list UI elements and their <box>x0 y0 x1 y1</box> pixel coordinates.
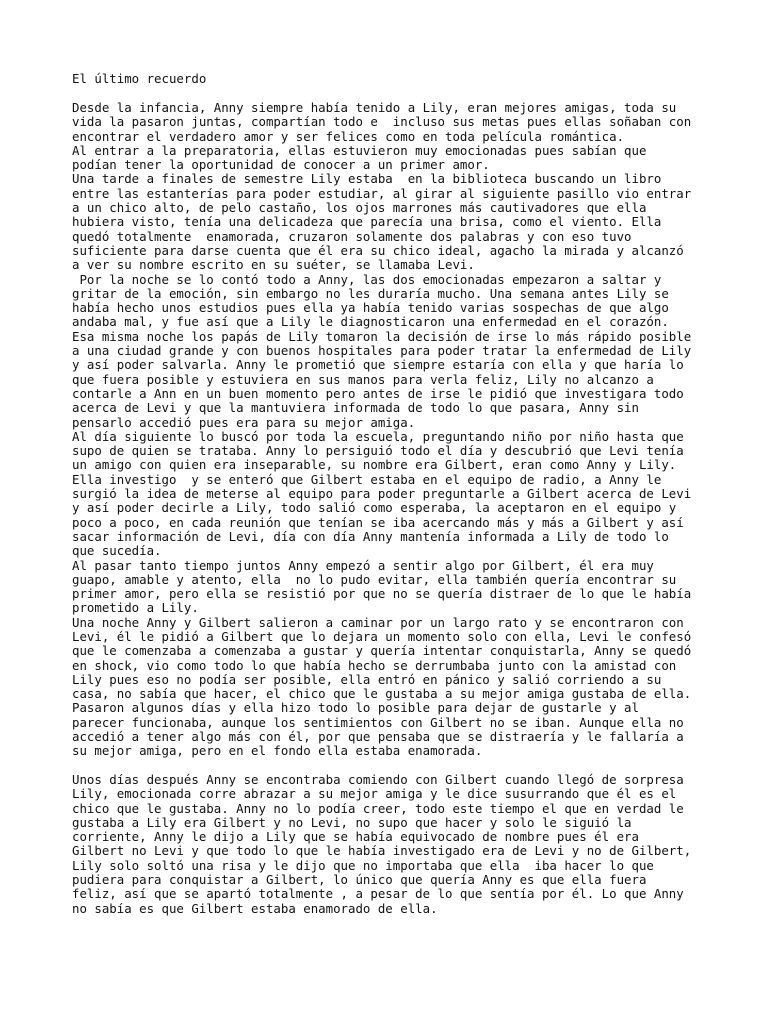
text-line: supo de quien se trataba. Anny lo persiguió todo el día y descubrió que Levi tenía <box>72 443 684 459</box>
document-body <box>72 101 712 916</box>
text-line: y así poder decirle a Lily, todo salió como esperaba, la aceptaron en el equipo y <box>72 500 677 516</box>
text-line: y así poder salvarla. Anny le prometió que siempre estaría con ella y que haría lo <box>72 357 684 373</box>
text-line: accedió a tener algo más con él, por que pensaba que se distraería y le fallaría a <box>72 729 684 745</box>
text-line: un amigo con quien era inseparable, su nombre era Gilbert, eran como Anny y Lily. <box>72 457 677 473</box>
text-line: contarle a Ann en un buen momento pero antes de irse le pidió que investigara todo <box>72 385 684 401</box>
text-line: a ver su nombre escrito en su suéter, se llamaba Levi. <box>72 257 475 273</box>
text-line: parecer funcionaba, aunque los sentimientos con Gilbert no se iban. Aunque ella no <box>72 714 684 730</box>
text-line: Al entrar a la preparatoria, ellas estuvieron muy emocionadas pues sabían que <box>72 142 647 158</box>
text-line: hubiera visto, tenía una delicadeza que parecía una brisa, como el viento. Ella <box>72 214 662 230</box>
text-line: Al pasar tanto tiempo juntos Anny empezó a sentir algo por Gilbert, él era muy <box>72 557 654 573</box>
text-line: casa, no sabía que hacer, el chico que le gustaba a su mejor amiga gustaba de ella. <box>72 686 692 702</box>
text-line: que fuera posible y estuviera en sus manos para verla feliz, Lily no alcanzo a <box>72 371 654 387</box>
document-title: El último recuerdo <box>72 71 207 86</box>
text-line: pudiera para conquistar a Gilbert, lo único que quería Anny es que ella fuera <box>72 872 647 888</box>
text-line: no sabía es que Gilbert estaba enamorado de ella. <box>72 900 438 916</box>
text-line: quedó totalmente enamorada, cruzaron solamente dos palabras y con eso tuvo <box>72 228 632 244</box>
text-line: feliz, así que se apartó totalmente , a pesar de lo que sentía por él. Lo que Anny <box>72 886 684 902</box>
text-line: chico que le gustaba. Anny no lo podía creer, todo este tiempo el que en verdad le <box>72 800 684 816</box>
text-line: su mejor amiga, pero en el fondo ella estaba enamorada. <box>72 743 483 759</box>
text-line: Esa misma noche los papás de Lily tomaron la decisión de irse lo más rápido posible <box>72 328 692 344</box>
text-line: a una ciudad grande y con buenos hospitales para poder tratar la enfermedad de Lily <box>72 343 692 359</box>
text-line: podían tener la oportunidad de conocer a un primer amor. <box>72 157 490 173</box>
text-line: suficiente para darse cuenta que él era su chico ideal, agacho la mirada y alcanzó <box>72 242 684 258</box>
text-line: que sucedía. <box>72 543 162 559</box>
text-line: Gilbert no Levi y que todo lo que le había investigado era de Levi y no de Gilbert, <box>72 843 692 859</box>
text-line: Una noche Anny y Gilbert salieron a caminar por un largo rato y se encontraron con <box>72 614 684 630</box>
text-line: Al día siguiente lo buscó por toda la escuela, preguntando niño por niño hasta que <box>72 428 684 444</box>
text-line: surgió la idea de meterse al equipo para poder preguntarle a Gilbert acerca de Levi <box>72 486 692 502</box>
text-line: Lily, emocionada corre abrazar a su mejor amiga y le dice susurrando que él es el <box>72 786 677 802</box>
text-line: sacar información de Levi, día con día Anny mantenía informada a Lily de todo lo <box>72 528 669 544</box>
text-line: vida la pasaron juntas, compartían todo e incluso sus metas pues ellas soñaban con <box>72 114 692 130</box>
text-line: Una tarde a finales de semestre Lily estaba en la biblioteca buscando un libro <box>72 171 662 187</box>
text-line: andaba mal, y fue así que a Lily le diagnosticaron una enfermedad en el corazón. <box>72 314 669 330</box>
text-line: Unos días después Anny se encontraba comiendo con Gilbert cuando llegó de sorpresa <box>72 771 684 787</box>
text-line: Ella investigo y se enteró que Gilbert estaba en el equipo de radio, a Anny le <box>72 471 662 487</box>
text-line: entre las estanterías para poder estudiar, al girar al siguiente pasillo vio entrar <box>72 185 692 201</box>
text-line: Lily solo soltó una risa y le dijo que no importaba que ella iba hacer lo que <box>72 857 654 873</box>
text-line: que le comenzaba a comenzaba a gustar y quería intentar conquistarla, Anny se quedó <box>72 643 692 659</box>
text-line: a un chico alto, de pelo castaño, los ojos marrones más cautivadores que ella <box>72 200 647 216</box>
text-line: había hecho unos estudios pues ella ya había tenido varias sospechas de que algo <box>72 300 669 316</box>
text-line: primer amor, pero ella se resistió por que no se quería distraer de lo que le había <box>72 586 692 602</box>
text-line: pensarlo accedió pues era para su mejor amiga. <box>72 414 416 430</box>
text-line: corriente, Anny le dijo a Lily que se había equivocado de nombre pues él era <box>72 829 639 845</box>
text-line: gritar de la emoción, sin embargo no les duraría mucho. Una semana antes Lily se <box>72 285 669 301</box>
text-line: guapo, amable y atento, ella no lo pudo evitar, ella también quería encontrar su <box>72 571 677 587</box>
text-line: acerca de Levi y que la mantuviera informada de todo lo que pasara, Anny sin <box>72 400 639 416</box>
blank-line <box>72 759 712 773</box>
text-line: Por la noche se lo contó todo a Anny, las dos emocionadas empezaron a saltar y <box>72 271 662 287</box>
text-line: Levi, él le pidió a Gilbert que lo dejara un momento solo con ella, Levi le confesó <box>72 628 692 644</box>
text-line: Pasaron algunos días y ella hizo todo lo posible para dejar de gustarle y al <box>72 700 639 716</box>
text-line: encontrar el verdadero amor y ser felices como en toda película romántica. <box>72 128 625 144</box>
text-line: gustaba a Lily era Gilbert y no Levi, no supo que hacer y solo le siguió la <box>72 814 632 830</box>
text-line: en shock, vio como todo lo que había hecho se derrumbaba junto con la amistad con <box>72 657 677 673</box>
text-line: Lily pues eso no podía ser posible, ella entró en pánico y salió corriendo a su <box>72 671 662 687</box>
text-line: Desde la infancia, Anny siempre había tenido a Lily, eran mejores amigas, toda su <box>72 100 677 115</box>
text-line: prometido a Lily. <box>72 600 199 616</box>
text-line: poco a poco, en cada reunión que tenían se iba acercando más y más a Gilbert y así <box>72 514 684 530</box>
